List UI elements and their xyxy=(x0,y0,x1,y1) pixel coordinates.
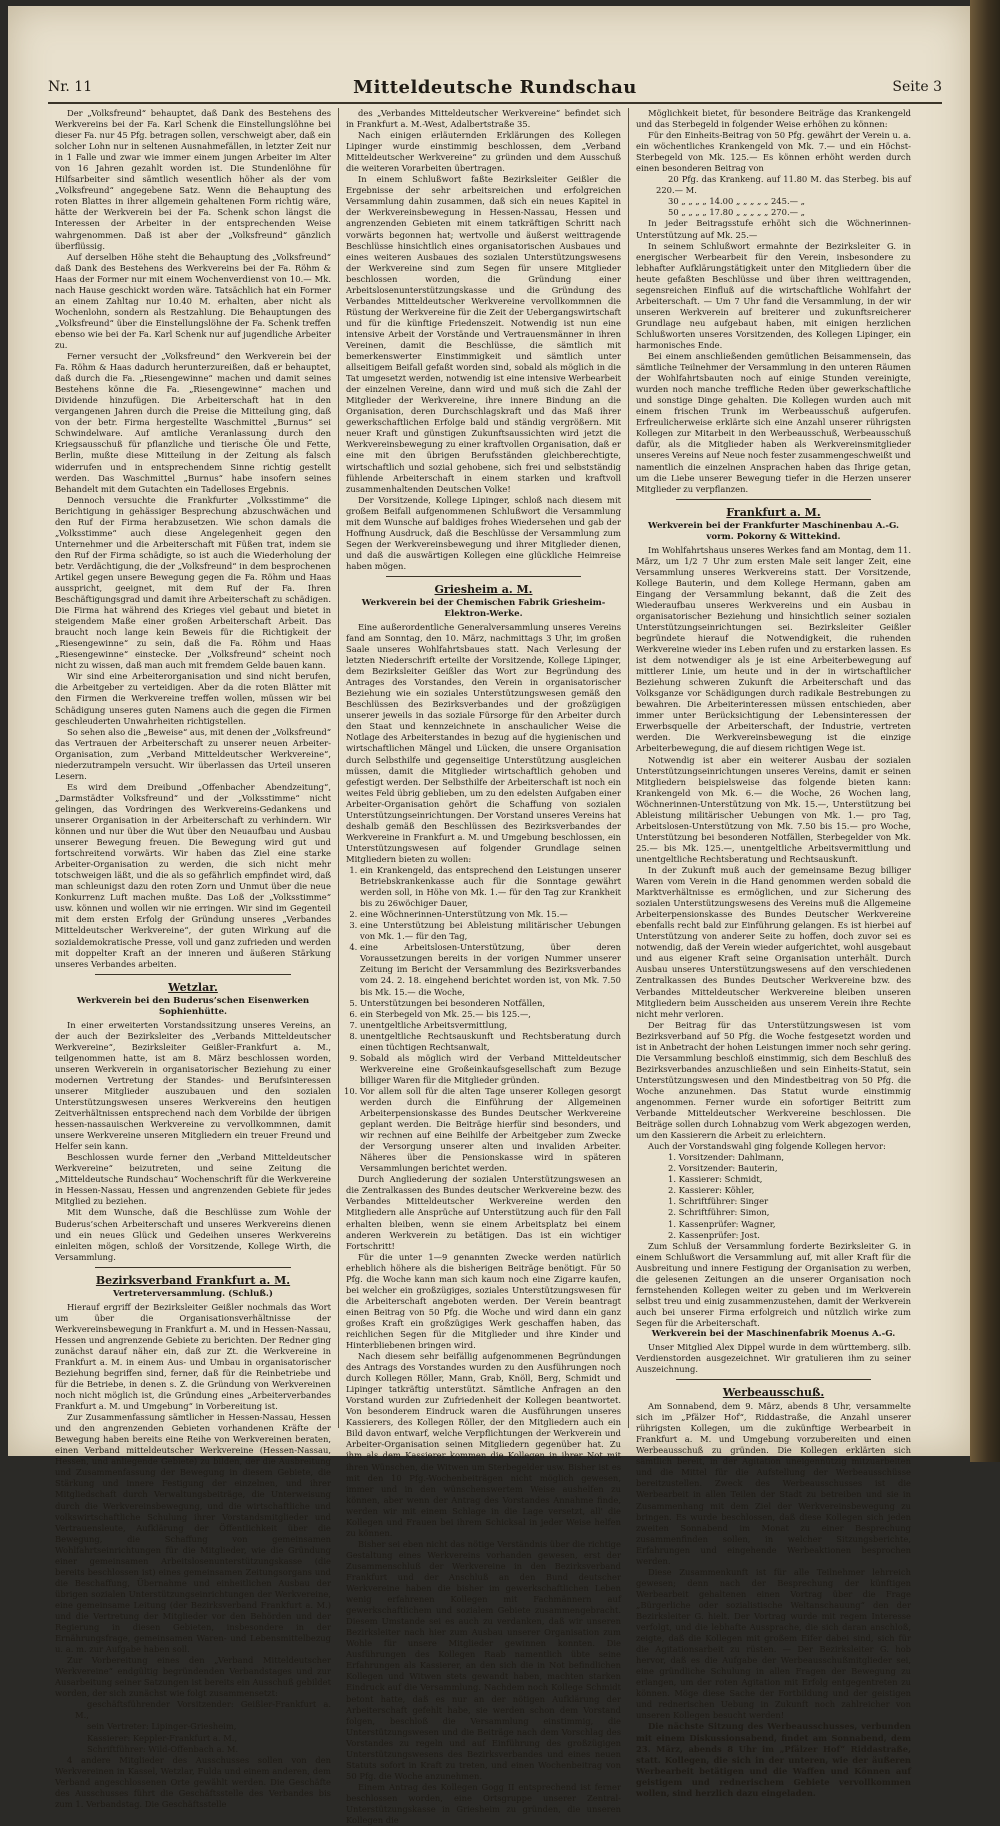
paragraph: Mit dem Wunsche, daß die Beschlüsse zum Wohle der Buderus’schen Arbeiterschaft und unseres Werkvereins dienen und ein neues Glück und Gedeihen unseres Werkvereins einleiten mögen, schloß der Vorsitzende, Kollege Wirth, die Versammlung. xyxy=(55,1207,331,1262)
board-member: 1. Vorsitzender: Dahlmann, xyxy=(668,1152,785,1163)
column-1 xyxy=(48,108,338,1809)
section-subheading: Werkverein bei der Maschinenfabrik Moenus A.-G. xyxy=(651,1328,896,1339)
list-item: 3. eine Unterstützung bei Ableistung militärischer Uebungen von Mk. 1.— für den Tag, xyxy=(360,920,621,942)
page-number: Seite 3 xyxy=(892,79,942,95)
paragraph: Auf derselben Höhe steht die Behauptung des „Volksfreund“ daß Dank des Bestehens des Werkvereins bei der Fa. Röhm & Haas der Former nur mit einem Wochenverdienst von 10.— Mk. nach Hause geschickt worden wäre. Tatsächlich hat ein Former an einem Zahltag nur 10.40 M. erhalten, aber nicht als Wochenlohn, sondern als Restzahlung. Die Behauptungen des „Volksfreund“ über die Einstellungslöhne der Fa. Schenk treffen ebenso wie bei der Fa. Karl Schenk nur auf jugendliche Arbeiter zu. xyxy=(55,251,331,350)
paragraph: Hierauf ergriff der Bezirksleiter Geißler nochmals das Wort um über die Organisationsverhältnisse der Werkvereinsbewegung in Frankfurt a. M. und in Hessen-Nassau, Hessen und angrenzende Gebiete zu berichten. Der Redner ging zunächst darauf näher ein, daß zur Zt. die Werkvereine in Frankfurt a. M. in einem Aus- und Umbau in organisatorischer Beziehung begriffen sind, ferner, daß für die Reinbetriebe und für die Betriebe, in denen s. Z. die Gründung von Werkvereinen noch nicht möglich ist, die Gründung eines „Arbeiterverbandes Frankfurt a. M. und Umgebung“ in Vorbereitung ist. xyxy=(55,1301,331,1412)
list-item: 4. eine Arbeitslosen-Unterstützung, über deren Voraussetzungen bereits in der vorigen Nummer unserer Zeitung im Bericht der Versammlung des Bezirksverbandes vom 24. 2. 18. eingehend berichtet worden ist, von Mk. 7.50 bis Mk. 15.— die Woche, xyxy=(360,942,621,997)
paragraph: Beschlossen wurde ferner den „Verband Mitteldeutscher Werkvereine“ beizutreten, und seine Zeitung die „Mitteldeutsche Rundschau“ Wochenschrift für die Werkvereine in Hessen-Nassau, Hessen und angrenzenden Gebiete für jedes Mitglied zu beziehen. xyxy=(55,1152,331,1207)
paragraph: Auch der Vorstandswahl ging folgende Kollegen hervor: xyxy=(648,1141,886,1152)
paragraph: Zum Schluß der Versammlung forderte Bezirksleiter G. in einem Schlußwort die Versammlung auf, mit aller Kraft für die Ausbreitung und innere Festigung der Organisation zu werben, die gelesenen Zeitungen an die unserer Organisation noch fernstehenden Kollegen weiter zu geben und im Werkverein selbst treu und einig zusammenzustehen, damit der Werkverein auch bei unserer Firma erfolgreich und nützlich wirke zum Segen für die Arbeiterschaft. xyxy=(636,1240,911,1328)
issue-number: Nr. 11 xyxy=(48,79,93,95)
paragraph: 4 andere Mitglieder des Ausschusses sollen von den Werkvereinen in Kassel, Wetzlar, Fulda und einem anderen, dem Verband angeschlossenen Orte gewählt werden. Die Geschäfte des Ausschusses führt die Geschäftsstelle des Verbandes bis zum 1. Verbandstag. Die Geschäftsstelle xyxy=(55,1754,331,1809)
divider xyxy=(95,1267,291,1268)
board-member: 1. Kassierer: Schmidt, xyxy=(668,1174,763,1185)
section-subheading: Werkverein bei der Frankfurter Maschinenbau A.-G. vorm. Pokorny & Wittekind. xyxy=(648,520,899,542)
rate-line: 30 „ „ „ „ 14.00 „ „ „ „ „ 245.— „ xyxy=(668,196,805,207)
paragraph: In jeder Beitragsstufe erhöht sich die Wöchnerinnen-Unterstützung auf Mk. 25.— xyxy=(636,218,911,240)
board-member: 2. Kassenprüfer: Jost. xyxy=(668,1229,760,1240)
paragraph: des „Verbandes Mitteldeutscher Werkvereine“ befindet sich in Frankfurt a. M.-West, Adalbertstraße 35. xyxy=(346,108,621,130)
section-heading: Frankfurt a. M. xyxy=(726,505,821,519)
paragraph: Der Vorsitzende, Kollege Lipinger, schloß nach diesem mit großem Beifall aufgenommenen Schlußwort die Versammlung mit dem Wunsche auf baldiges frohes Wiedersehen und gab der Hoffnung Ausdruck, daß die Beschlüsse der Versammlung zum Segen der Werkvereinsbewegung und ihrer Mitglieder dienen, und daß die auswärtigen Kollegen eine glückliche Heimreise haben mögen. xyxy=(346,494,621,571)
paragraph: So sehen also die „Beweise“ aus, mit denen der „Volksfreund“ das Vertrauen der Arbeiterschaft zu unserer neuen Arbeiter-Organisation, zum „Verband Mitteldeutscher Werkvereine“, niederzutrampeln versucht. Wir überlassen das Urteil unseren Lesern. xyxy=(55,726,331,781)
divider xyxy=(95,974,291,975)
board-member: 1. Kassenprüfer: Wagner, xyxy=(668,1218,776,1229)
paragraph: Die nächste Sitzung des Werbeausschusses, verbunden mit einem Diskussionsabend, findet am Sonnabend, dem 23. März, abends 8 Uhr im „Pfälzer Hof“ Riddastraße, statt. Kollegen, die sich in der unteren, wie der äußeren Werbearbeit betätigen und die Waffen und Können auf geistigem und rednerischem Gebiete vervollkommen wollen, sind herzlich dazu eingeladen. xyxy=(636,1721,911,1798)
section-heading: Griesheim a. M. xyxy=(434,582,533,596)
list-item: 8. unentgeltliche Rechtsauskunft und Rechtsberatung durch einen tüchtigen Rechtsanwalt, xyxy=(360,1031,621,1053)
board-member: 2. Vorsitzender: Bauterin, xyxy=(668,1163,778,1174)
paragraph: Am Sonnabend, dem 9. März, abends 8 Uhr, versammelte sich im „Pfälzer Hof“, Riddastraße, die Anzahl unserer rührigsten Kollegen, um die zukünftige Werbearbeit in Frankfurt a. M. und Umgebung vorzubereiten und einen Werbeausschuß zu gründen. Die Kollegen erklärten sich sämtlich bereit, in der Agitation uneigennützig mitzuarbeiten und die Mittel für die Aufstellung der Werbeausschüsse bereitzustellen. Zweck des Werbeausschusses ist die Werbearbeit in allen Teilen der Stadt zu betreiben und sie in Zusammenhang mit dem Ziel der Werkvereinsbewegung zu bringen. Es wurde beschlossen, daß diese Kollegen sich jeden zweiten Sonnabend im Monat zu einer Besprechung zusammenfinden sollen, in welcher Sitzungsberichte, Erfahrungen und eingehende Werbeaktionen besprochen werden. xyxy=(636,1401,911,1566)
column-3 xyxy=(628,108,918,1798)
paragraph: Für den Einheits-Beitrag von 50 Pfg. gewährt der Verein u. a. ein wöchentliches Krankengeld von Mk. 7.— und ein Höchst-Sterbegeld von Mk. 125.— Es können erhöht werden durch einen besonderen Beitrag von xyxy=(636,130,911,174)
section-heading: Bezirksverband Frankfurt a. M. xyxy=(95,1273,291,1287)
committee-member: Kassierer: Keppler-Frankfurt a. M., xyxy=(87,1732,238,1743)
section-subheading: Werkverein bei den Buderus’schen Eisenwerken Sophienhütte. xyxy=(76,995,310,1017)
page-header xyxy=(48,72,942,104)
paragraph: Unser Mitglied Alex Dippel wurde in dem württemberg. silb. Verdienstorden ausgezeichnet. Wir gratulieren ihm zu seiner Auszeichnung. xyxy=(636,1341,911,1375)
paragraph: Ferner versucht der „Volksfreund“ den Werkverein bei der Fa. Röhm & Haas dadurch herunterzureißen, daß er behauptet, daß durch die Fa. „Riesengewinne“ machen und damit seines Bestehens könne die Fa. „Riesengewinne“ machen und Dividende hinzufügen. Die Arbeiterschaft hat in den vergangenen Jahren durch die Preise die Mitteilung ging, daß von der betr. Firma hergestellte Waschmittel „Burnus“ sei Schwindelware. Auf amtliche Veranlassung durch den Kriegsausschuß für pflanzliche und tierische Öle und Fette, Berlin, mußte diese Mitteilung in der Zeitung als falsch widerrufen und in entsprechendem Sinne richtig gestellt werden. Das Waschmittel „Burnus“ habe insofern seines Behandelt mit dem Gutachten ein Tadelloses Ergebnis. xyxy=(55,351,331,494)
article-columns xyxy=(48,108,940,1826)
committee-member: geschäftsführender Vorsitzender: Geißler-Frankfurt a. M., xyxy=(75,1699,331,1721)
column-2 xyxy=(338,108,628,1826)
paragraph: In der Zukunft muß auch der gemeinsame Bezug billiger Waren vom Verein in die Hand genommen werden sobald die Marktverhältnisse es ermöglichen, und zur Sicherung des sozialen Unterstützungswesens des Vereins muß die Allgemeine Arbeiterpensionskasse des Bundes Deutscher Werkvereine ebenfalls recht bald zur Einführung gelangen. Es ist hierbei auf Unterstützung von anderer Seite zu hoffen, doch zuvor sei es notwendig, daß der Verein wieder aufgerichtet, wohl ausgebaut und aus eigener Kraft seine Organisation unterhält. Durch Ausbau unseres Unterstützungswesens auf den verschiedenen Zentralkassen des Bundes Deutscher Werkvereine bzw. des Verbandes Mitteldeutscher Werkvereine bleiben unseren Mitgliedern beim Ausscheiden aus unserem Verein ihre Rechte nicht mehr verloren. xyxy=(636,865,911,1019)
paragraph: Notwendig ist aber ein weiterer Ausbau der sozialen Unterstützungseinrichtungen unseres Vereins, damit er seinen Mitgliedern beispielsweise das folgende bieten kann: Krankengeld von Mk. 6.— die Woche, 26 Wochen lang, Wöchnerinnen-Unterstützung von Mk. 15.—, Unterstützung bei Ableistung militärischer Uebungen von Mk. 1.— pro Tag, Arbeitslosen-Unterstützung von Mk. 7.50 bis 15.— pro Woche, Unterstützung bei besonderen Notfällen, Sterbegelder von Mk. 25.— bis Mk. 125.—, unentgeltliche Arbeitsvermittlung und unentgeltliche Rechtsberatung und Rechtsauskunft. xyxy=(636,754,911,864)
paragraph: Nach diesem sehr beifällig aufgenommenen Begründungen des Antrags des Vorstandes wurden zu den Ausführungen noch durch Kollegen Röller, Mann, Grab, Knöll, Berg, Schmidt und Lipinger tatkräftig unterstützt. Sämtliche Anfragen an den Vorstand wurden zur Zufriedenheit der Kollegen beantwortet. Von besonderem Eindruck waren die Ausführungen unseres Kassierers, des Kollegen Röller, der den Mitgliedern auch ein Bild davon entwarf, welche Verpflichtungen der Werkverein und Arbeiter-Organisation seinen Mitgliedern gegenüber hat. Zu ihm als dem Kassierer kommen die Kollegen in ihrer Not mit ihren Wünschen, die Witwen um Sterbegelder usw. Bisher ist es mit den 10 Pfg.-Wochenbeiträgen nicht möglich gewesen, immer und in den wünschenswertem Weise aushelfen zu können, aber wenn der Antrag des Vorstandes Annahme finde, werden wir mit einem Schlage in die Lage versetzt, all' die Kollegen und Frauen bei ihrem Schicksal in jeder Weise helfen zu können. xyxy=(346,1351,621,1538)
list-item: 6. ein Sterbegeld von Mk. 25.— bis 125.—, xyxy=(360,1009,621,1020)
list-item: 9. Sobald als möglich wird der Verband Mitteldeutscher Werkvereine eine Großeinkaufsgesellschaft zum Bezuge billiger Waren für die Mitglieder gründen. xyxy=(360,1053,621,1086)
rate-line: 50 „ „ „ „ 17.80 „ „ „ „ „ 270.— „ xyxy=(668,207,805,218)
rate-line: 20 Pfg. das Krankeng. auf 11.80 M. das Sterbeg. bis auf 220.— M. xyxy=(656,174,911,196)
list-item: 2. eine Wöchnerinnen-Unterstützung von Mk. 15.— xyxy=(360,909,621,920)
committee-member: sein Vertreter: Lipinger-Griesheim, xyxy=(87,1721,237,1732)
committee-member: Schriftführer: Wild-Offenbach a. M. xyxy=(87,1743,239,1754)
paragraph: Möglichkeit bietet, für besondere Beiträge das Krankengeld und das Sterbegeld in folgender Weise erhöhen zu können: xyxy=(636,108,911,130)
paragraph: Einem Antrag des Kollegen Gogg II entsprechend ist ferner beschlossen worden, eine Ortsgruppe unserer Zentral-Unterstützungskasse in Griesheim zu gründen, die unseren Kollegen die xyxy=(346,1781,621,1826)
paragraph: Durch Angliederung der sozialen Unterstützungswesen an die Zentralkassen des Bundes deutscher Werkvereine bezw. des Verbandes Mitteldeutscher Werkvereine werden den Mitgliedern alle Ansprüche auf Unterstützung auch für den Fall erhalten bleiben, wenn sie einem Arbeitsplatz bei einem anderen Werkverein zu betätigen. Das ist ein wichtiger Fortschritt! xyxy=(346,1174,621,1251)
board-member: 2. Kassierer: Köhler, xyxy=(668,1185,755,1196)
divider xyxy=(676,499,871,500)
paragraph: Bei einem anschließenden gemütlichen Beisammensein, das sämtliche Teilnehmer der Versammlung in den unteren Räumen der Wohlfahrtsbauten noch auf einige Stunden vereinigte, wurden noch manche treffliche Reden über gewerkschaftliche und sonstige Dinge gehalten. Die Kollegen wurden auch mit einem frischen Trunk im Werbeausschuß aufgerufen. Erfreulicherweise erklärte sich eine Anzahl unserer rührigsten Kollegen zur Mitarbeit in den Werbeausschuß, Werbeausschuß dafür, als die Mitglieder haben als Werkvereinsmitglieder unseres Vereins auf Neue noch fester zusammengeschweißt und namentlich die einzelnen Ansprachen haben das Ihrige getan, um die Liebe unserer Bewegung tiefer in die Herzen unserer Mitglieder zu verpflanzen. xyxy=(636,351,911,494)
paragraph: Wir sind eine Arbeiterorganisation und sind nicht berufen, die Arbeitgeber zu verteidigen. Aber da die roten Blätter mit den Firmen die Werkvereine treffen wollen, müssen wir bei Schädigung unseres guten Namens auch die gegen die Firmen geschleuderten Unwahrheiten richtigstellen. xyxy=(55,671,331,726)
paragraph: Nach einigen erläuternden Erklärungen des Kollegen Lipinger wurde einstimmig beschlossen, dem „Verband Mitteldeutscher Werkvereine“ zu gründen und dem Ausschuß die weiteren Vorarbeiten übertragen. xyxy=(346,130,621,174)
list-item: 1. ein Krankengeld, das entsprechend den Leistungen unserer Betriebskrankenkasse auch für die Sonntage gewährt werden soll, in Höhe von Mk. 1.— für den Tag zur Krankheit bis zu 26wöchiger Dauer, xyxy=(360,865,621,909)
benefits-list xyxy=(346,865,621,1174)
section-heading: Wetzlar. xyxy=(168,980,218,994)
paragraph: Dennoch versuchte die Frankfurter „Volksstimme“ die Berichtigung in gehässiger Besprechung abzuschwächen und den Ruf der Firma herabzusetzen. Wie schon damals die „Volksstimme“ auch diese Angelegenheit gegen den Unternehmer und die Arbeiterschaft mit Füßen trat, indem sie den Ruf der Firma schädigte, so ist auch die Wiederholung der betr. Verdächtigung, die der „Volksfreund“ in dem besprochenen Artikel gegen unsere Bewegung gegen die Fa. Röhm und Haas ausspricht, geeignet, mit dem Ruf der Fa. Ihren Beschäftigungsgrad und damit ihre Arbeiterschaft zu schädigen. Die Firma hat während des Krieges viel gebaut und bietet in steigendem Maße einer großen Arbeiterschaft Arbeit. Das braucht noch lange kein Beweis für die Richtigkeit der „Riesengewinne“ zu sein, daß die Fa. Röhm und Haas „Riesengewinne“ einstecke. Der „Volksfreund“ scheint noch nicht zu wissen, daß man auch mit fremdem Gelde bauen kann. xyxy=(55,494,331,671)
paragraph: Diese Zusammenkunft ist für alle Teilnehmer lehrreich gewesen; denn nach der Besprechung der künftigen Werbearbeit gehaltenen einen Vortrag über die Frage „Bürgerliche oder sozialistische Weltanschauung“ den der Bezirksleiter G. hielt. Der Vortrag wurde mit regem Interesse verfolgt, und die lebhafte Aussprache, die sich daran anschloß, zeigte, daß die Kollegen mit großem Eifer dabei sind, sich für die Agitationsarbeit zu rüsten. — Der Bezirksleiter G. hob hervor, daß es die Aufgabe der Werbeausschußmitglieder sei, eine gründliche Schulung in allen Fragen der Bewegung zu erlangen, um der roten Agitation mit Erfolg entgegentreten zu können. Möge diese Sache der Fortbildung und der geistigen und rednerischen Uebung in Zukunft noch zahlreicher von unseren Kollegen besucht werden! xyxy=(636,1566,911,1721)
paragraph: In einer erweiterten Vorstandssitzung unseres Vereins, an der auch der Bezirksleiter des „Verbands Mitteldeutscher Werkvereine“, Bezirksleiter Geißler-Frankfurt a. M., teilgenommen hatte, ist am 8. März beschlossen worden, unseren Werkverein in organisatorischer Beziehung zu einer modernen Vertretung der Standes- und Berufsinteressen unserer Mitglieder auszubauen und den sozialen Unterstützungswesen unseres Werkvereins den heutigen Zeitverhältnissen entsprechend nach dem Vorbilde der übrigen hessen-nassauischen Werkvereine zu vervollkommnen, damit unsere Werkvereine unseren Mitgliedern ein treuer Freund und Helfer sein kann. xyxy=(55,1019,331,1152)
paragraph: Es wird dem Dreibund „Offenbacher Abendzeitung“, „Darmstädter Volksfreund“ und der „Volksstimme“ nicht gelingen, das Vordringen des Werkvereins-Gedankens und unserer Organisation in der Arbeiterschaft zu verhindern. Wir können und nur über die Wut über den Neuaufbau und Ausbau unserer Bewegung freuen. Die Bewegung wird gut und fortschreitend vorwärts. Wir haben das Ziel eine starke Arbeiter-Organisation zu werden, die sich nicht mehr totschweigen läßt, und die als so gefährlich empfindet wird, daß man schleunigst dazu den roten Zorn und Unmut über die neue Konkurrenz Luft machen mußte. Das Loß der „Volksstimme“ usw. können und wollen wir nie erringen. Wir sind im Gegenteil mit dem ersten Erfolg der Gründung unseres „Verbandes Mitteldeutscher Werkvereine“, der guten Wirkung auf die sozialdemokratische Presse, voll und ganz zufrieden und werden mit doppelter Kraft an der inneren und äußeren Stärkung unseres Verbandes arbeiten. xyxy=(55,781,331,969)
section-subheading: Vertreterversammlung. (Schluß.) xyxy=(113,1288,273,1299)
list-item: 7. unentgeltliche Arbeitsvermittlung, xyxy=(360,1020,621,1031)
paragraph: Bisher sei eben nicht das nötige Verständnis über die richtige Gestaltung eines Werkvereins vorhanden gewesen, erst der Zusammenschluß der Werkvereine in den Bezirksverband Frankfurt und der Anschluß an den Bund deutscher Werkvereine haben die bisher im gewerkschaftlichen Leben wenig erfahrenen Kollegen mit Fachmännern auf gewerkschaftlichem und sozialem Gebiete zusammengebracht. Diesem Umstande sei es auch zu verdanken, daß wir unseren Bezirksleiter nach hier zum Ausbau unserer Organisation zum Wohle für unsere Mitglieder gewinnen konnten. Die Ausführungen des Kollegen Raab namentlich übte seine Erfahrungen als Kassierer, an den sich die in Not befindlichen Kollegen und Witwen stets gewandt haben, machten starken Eindruck auf die Versammlung. Nachdem noch Kollege Schmidt betont hatte, daß es nur an der nötigen Aufklärung der Arbeiterschaft gefehlt habe, sie werden schon dem Vorstand folgen, beschloß die Versammlung einstimmig, die Unterstützungswesen und die Beiträge nach dem Vorschlag des Vorstandes zu regeln und auf Einführung des großzügigen Unterstützungswesens des Bezirksverbandes und eines neuen Statuts sofort in Kraft zu treten, und einen Wochenbeitrag von 50 Pfg. die Woche anzunehmen. xyxy=(346,1538,621,1781)
list-item: 5. Unterstützungen bei besonderen Notfällen, xyxy=(360,998,621,1009)
divider xyxy=(386,576,581,577)
paragraph: Im Wohlfahrtshaus unseres Werkes fand am Montag, dem 11. März, um 1/2 7 Uhr zum ersten Male seit langer Zeit, eine Versammlung unseres Werkvereins statt. Der Vorsitzende, Kollege Bauterin, und dem Kollege Hermann, gaben am Eingang der Versammlung bekannt, daß die Zeit des Wiederaufbau unseres Werkvereins und ein Ausbau in organisatorischer Beziehung und hinsichtlich seiner sozialen Unterstützungseinrichtungen sei. Bezirksleiter Geißler begründete hierauf die Notwendigkeit, die ruhenden Werkvereine wieder ins Leben rufen und zu erstarken lassen. Es ist dem notwendiger als je ist eine Arbeiterbewegung auf mittlerer Linie, um heute und in der in wirtschaftlicher Beziehung schweren Zukunft die Arbeiterschaft und das Volksganze vor Schädigungen durch radikale Bestrebungen zu bewahren. Die Arbeiterinteressen müssen entschieden, aber immer unter Berücksichtigung der Lebensinteressen der Erwerbsquelle der Arbeiterschaft, der Industrie, vertreten werden. Die Werkvereinsbewegung ist die einzige Arbeiterbewegung, die auf diesem richtigen Wege ist. xyxy=(636,544,911,754)
section-subheading: Werkverein bei der Chemischen Fabrik Griesheim-Elektron-Werke. xyxy=(361,597,606,619)
paragraph: Für die unter 1—9 genannten Zwecke werden natürlich erheblich höhere als die bisherigen Beiträge benötigt. Für 50 Pfg. die Woche kann man sich kaum noch eine Zigarre kaufen, bei welcher ein großzügiges, soziales Unterstützungswesen für die Arbeiterschaft angeboten werden. Der Verein beantragt einen Beitrag von 50 Pfg. die Woche und wird dann ein ganz großes Kraft ein großzügiges Werk geschaffen haben, das reichlichen Segen für die Mitglieder und ihre Kinder und Hinterbliebenen bringen wird. xyxy=(346,1251,621,1351)
paragraph: Der Beitrag für das Unterstützungswesen ist vom Bezirksverband auf 50 Pfg. die Woche festgesetzt worden und ist in Anbetracht der hohen Leistungen immer noch sehr gering. Die Versammlung beschloß einstimmig, sich dem Beschluß des Bezirksverbandes anzuschließen und sein Einheits-Statut, sein Unterstützungswesen und den Mindestbeitrag von 50 Pfg. die Woche anzunehmen. Das Statut wurde einstimmig angenommen. Ferner wurde ein sofortiger Beitritt zum Verbande Mitteldeutscher Werkvereine beschlossen. Die Beiträge sollen durch Lohnabzug vom Werk abgezogen werden, um den Kassierern die Arbeit zu erleichtern. xyxy=(636,1019,911,1141)
paragraph: Eine außerordentliche Generalversammlung unseres Vereins fand am Sonntag, den 10. März, nachmittags 3 Uhr, im großen Saale unseres Wohlfahrtsbaues statt. Nach Verlesung der letzten Niederschrift erteilte der Vorsitzende, Kollege Lipinger, dem Bezirksleiter Geißler das Wort zur Begründung des Antrages des Vorstandes, den Verein in organisatorischer Beziehung wie ein soziales Unterstützungswesen gemäß den Beschlüssen des Bezirksverbandes und der großzügigen unserer jeweils in das soziale Fürsorge für den Arbeiter durch den Staat und kennzeichnete in anschaulicher Weise die Notlage des Arbeiterstandes in bezug auf die hygienischen und wirtschaftlichen Mängel und Lücken, die unsere Organisation durch Selbsthilfe und gegenseitige Unterstützung ausgleichen müssen, damit die Mitglieder wirtschaftlich gehoben und gefestigt werden. Der Selbsthilfe der Arbeiterschaft ist noch ein weites Feld übrig geblieben, um zu den edelsten Aufgaben einer Arbeiter-Organisation gehört die Schaffung von sozialen Unterstützungseinrichtungen. Der Vorstand unseres Vereins hat deshalb gemäß den Beschlüssen des Bezirksverbandes der Werkvereine in Frankfurt a. M. und Umgebung beschlossen, ein Unterstützungswesen auf folgender Grundlage seinen Mitgliedern bieten zu wollen: xyxy=(346,621,621,864)
masthead-title: Mitteldeutsche Rundschau xyxy=(353,76,637,98)
book-binding-edge xyxy=(970,0,1000,1462)
board-member: 2. Schriftführer: Simon, xyxy=(668,1207,770,1218)
paragraph: Zur Zusammenfassung sämtlicher in Hessen-Nassau, Hessen und den angrenzenden Gebieten vorhandenen Kräfte der Bewegung haben bereits eine Reihe von Werkvereinen beraten, einen Verband mitteldeutscher Werkvereine (Hessen-Nassau, Hessen, und anliegende Gebiete) zu bilden, der die Ausbreitung und Zusammenfassung der Bewegung in diesem Gebiete, die Stärkung und innere Festigung der einzelnen, und ihrer Mitgliedschaft durch Verwaltungsbeiträge, die Unterweisung durch die Werkvereinsbewegung, und die wirtschaftliche und volkswirtschaftliche Schulung ihrer Vorstandsmitglieder und Vertrauensleute, Aufklärung der Öffentlichkeit über die Bewegung, die Schaffung von gemeinsamen Wohlfahrtseinrichtungen für die Mitglieder, wie die Gründung einer gemeinsamen Arbeitslosenunterstützungskasse (die bereits beschlossen ist) eines gemeinsamen Zeitungsorgans und die Beschaffung, Übernahme und einheitlichen Ausbau der übrigen sozialen Unterstützungseinrichtungen der Werkvereine, eine gemeinsame Leitung (der Bezirksverband Frankfurt a. M.) und die Vertretung der Mitglieder vor den Behörden und der Regierung in diesen Gebieten, insbesondere in der Ernährungsfrage, gemeinsamen Waren- und Lebensmittelbezug u. a. m. zur Aufgabe haben soll. xyxy=(55,1412,331,1655)
board-member: 1. Schriftführer: Singer xyxy=(668,1196,769,1207)
paragraph: Zur Vorbereitung eines den „Verband Mitteldeutscher Werkvereine“ endgültig begründenden Verbandstages und zur Ausarbeitung seiner Satzungen ist bereits ein Ausschuß gebildet worden, der sich zunächst wie folgt zusammensetzt: xyxy=(55,1655,331,1699)
paragraph: Der „Volksfreund“ behauptet, daß Dank des Bestehens des Werkvereins bei der Fa. Karl Schenk die Einstellungslöhne bei dieser Fa. nur 45 Pfg. betragen sollen, verschweigt aber, daß ein solcher Lohn nur in seltenen Ausnahmefällen, in letzter Zeit nur in 1 Falle und zwar wie immer einem jungen Arbeiter im Alter von 16 Jahren gezahlt worden ist. Die Stundenlöhne für Hilfsarbeiter sind sämtlich wesentlich höher als der vom „Volksfreund“ angegebene Satz. Wenn die Behauptung des roten Blattes in ihrer allgemein gehaltenen Form richtig wäre, hätte der Werkverein bei der Fa. Schenk schon längst die Interessen der Arbeiter in der entsprechenden Weise wahrgenommen. Daß ist aber der „Volksfreund“ gänzlich überflüssig. xyxy=(55,108,331,251)
paragraph: In seinem Schlußwort ermahnte der Bezirksleiter G. in energischer Werbearbeit für den Verein, insbesondere zu lebhafter Aufklärungstätigkeit unter den Mitgliedern über die heute gefaßten Beschlüsse und über ihren weittragenden, segensreichen Einfluß auf die wirtschaftliche Wohlfahrt der Arbeiterschaft. — Um 7 Uhr fand die Versammlung, in der wir unseren Werkverein auf breiterer und zukunftsreicherer Grundlage neu aufgebaut haben, mit einigen herzlichen Schlußworten unseres Vorsitzenden, des Kollegen Lipinger, ein harmonisches Ende. xyxy=(636,240,911,350)
newspaper-page xyxy=(8,6,970,1826)
paragraph: In einem Schlußwort faßte Bezirksleiter Geißler die Ergebnisse der sehr arbeitsreichen und erfolgreichen Versammlung dahin zusammen, daß sich ein neues Kapitel in der Werkvereinsbewegung in Hessen-Nassau, Hessen und angrenzenden Gebieten mit einem tatkräftigen Schritt nach vorwärts begonnen hat; wertvolle und äußerst weittragende Beschlüsse hinsichtlich eines organisatorischen Ausbaues und eines weiteren Ausbaues des sozialen Unterstützungswesens der Werkvereine sind zum Segen für unsere Mitglieder beschlossen worden, die Gründung einer Arbeitslosenunterstützungskasse und die Gründung des Verbandes Mitteldeutscher Werkvereine vervollkommnen die Rüstung der Werkvereine für die Zeit der Uebergangswirtschaft und für die künftige Friedenszeit. Notwendig ist nun eine intensive Arbeit der Vorstände und Vertrauensmänner in ihren Vereinen, damit die Beschlüsse, die sämtlich mit bemerkenswerter Einstimmigkeit und sämtlich unter allseitigem Beifall gefaßt worden sind, sobald als möglich in die Tat umgesetzt werden, notwendig ist eine intensive Werbearbeit der einzelnen Vereine, dann wird und muß sich die Zahl der Mitglieder der Werkvereine, ihre innere Bindung an die Organisation, deren Durchschlagskraft und das Maß ihrer gewerkschaftlichen Erfolge bald und ständig vergrößern. Mit neuer Kraft und günstigen Zukunftsaussichten wird jetzt die Werkvereinsbewegung zu einer kraftvollen Organisation, daß er eine mit den übrigen Berufsständen gleichberechtigte, wirtschaftlich und sozial gehobene, sich frei und selbstständig fühlende Arbeiterschaft in einem starken und kraftvoll zusammenhaltenden Deutschen Volke! xyxy=(346,174,621,494)
list-item: 10. Vor allem soll für die alten Tage unserer Kollegen gesorgt werden durch die Einführung der Allgemeinen Arbeiterpensionskasse des Bundes Deutscher Werkvereine geplant werden. Die Beiträge hierfür sind besonders, und wir rechnen auf eine Beihilfe der Arbeitgeber zum Zwecke der Versorgung unserer alten und invaliden Arbeiter. Näheres über die Pensionskasse wird in späteren Versammlungen berichtet werden. xyxy=(360,1086,621,1174)
divider xyxy=(676,1379,871,1380)
section-heading: Werbeausschuß. xyxy=(722,1386,825,1400)
